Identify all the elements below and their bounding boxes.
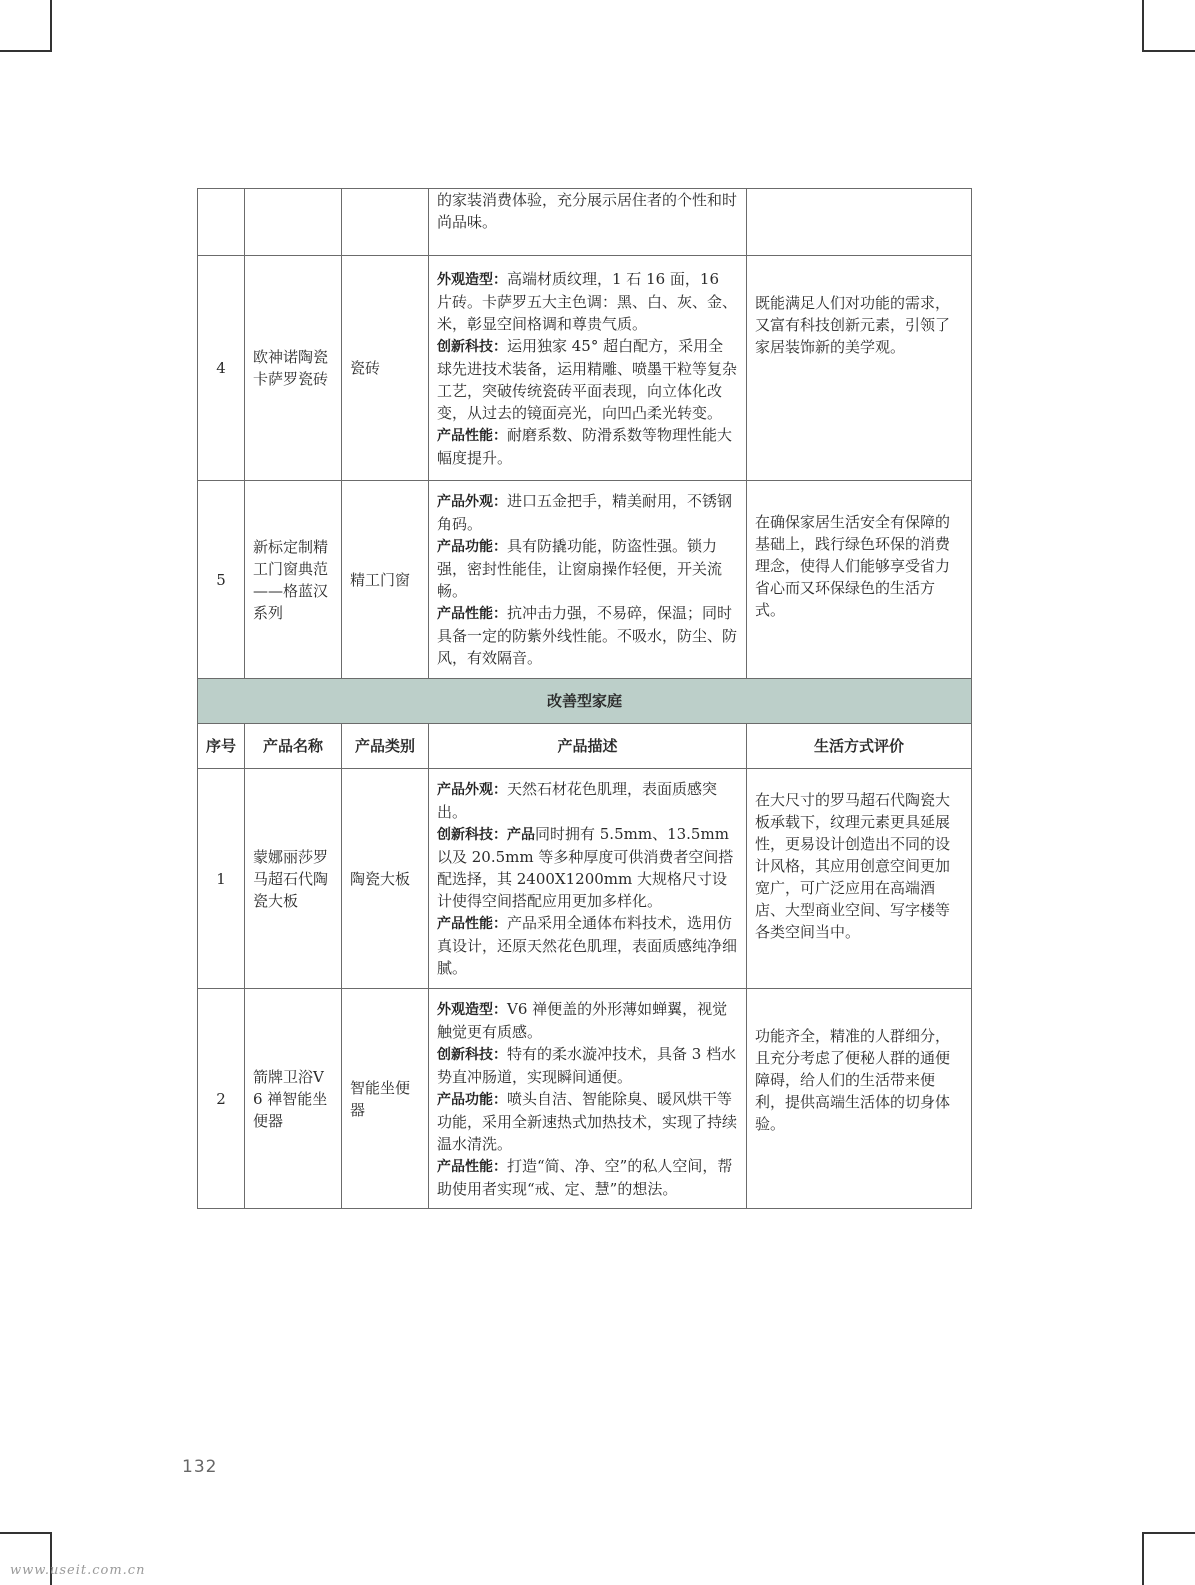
desc-text: 特有的柔水漩冲技术，具备 3 档水势直冲肠道，实现瞬间通便。 bbox=[437, 1044, 737, 1086]
evaluation-cell: 在确保家居生活安全有保障的基础上，践行绿色环保的消费理念，使得人们能够享受省力省心而又环保绿色的生活方式。 bbox=[747, 481, 972, 679]
desc-text: 进口五金把手，精美耐用，不锈钢角码。 bbox=[437, 492, 733, 533]
desc-label: 产品性能： bbox=[437, 427, 507, 444]
name-cell: 蒙娜丽莎罗马超石代陶瓷大板 bbox=[245, 769, 342, 989]
desc-label: 产品性能： bbox=[437, 1158, 507, 1175]
page-number: 132 bbox=[182, 1457, 218, 1477]
desc-text: 具有防撬功能，防盗性强。锁力强，密封性能佳，让窗扇操作轻便，开关流畅。 bbox=[437, 537, 723, 600]
desc-label: 产品外观： bbox=[437, 782, 507, 798]
category-cell: 陶瓷大板 bbox=[342, 769, 429, 989]
desc-label: 产品性能： bbox=[437, 606, 507, 622]
desc-label: 产品功能： bbox=[437, 1091, 507, 1108]
column-header-name: 产品名称 bbox=[245, 724, 342, 769]
index-cell: 1 bbox=[198, 769, 245, 989]
name-cell: 箭牌卫浴V6 禅智能坐便器 bbox=[245, 989, 342, 1209]
description-cell bbox=[429, 769, 747, 989]
description-cell bbox=[429, 989, 747, 1209]
desc-label: 创新科技： bbox=[437, 338, 507, 355]
column-header-evaluation: 生活方式评价 bbox=[747, 724, 972, 769]
product-table bbox=[197, 188, 972, 1209]
desc-label: 产品功能： bbox=[437, 539, 507, 555]
crop-mark bbox=[0, 50, 52, 52]
crop-mark bbox=[50, 0, 52, 52]
desc-label: 产品外观： bbox=[437, 494, 507, 510]
name-cell: 新标定制精工门窗典范——格蓝汉系列 bbox=[245, 481, 342, 679]
evaluation-cell: 在大尺寸的罗马超石代陶瓷大板承载下，纹理元素更具延展性，更易设计创造出不同的设计风格，其应用创意空间更加宽广，可广泛应用在高端酒店、大型商业空间、写字楼等各类空间当中。 bbox=[747, 769, 972, 989]
index-cell: 2 bbox=[198, 989, 245, 1209]
crop-mark bbox=[0, 1532, 52, 1534]
desc-text: 打造“简、净、空”的私人空间，帮助使用者实现“戒、定、慧”的想法。 bbox=[437, 1156, 733, 1198]
table-row bbox=[198, 481, 972, 679]
desc-label: 产品性能： bbox=[437, 916, 507, 932]
index-cell: 5 bbox=[198, 481, 245, 679]
watermark: www.useit.com.cn bbox=[10, 1563, 146, 1578]
table-row bbox=[198, 989, 972, 1209]
crop-mark bbox=[1142, 50, 1195, 52]
name-cell: 欧神诺陶瓷卡萨罗瓷砖 bbox=[245, 256, 342, 481]
category-cell: 智能坐便器 bbox=[342, 989, 429, 1209]
desc-label: 创新科技：产品 bbox=[437, 827, 535, 843]
desc-text: 运用独家 45° 超白配方，采用全球先进技术装备，运用精雕、喷墨干粒等复杂工艺，突破传统瓷砖平面表现，向立体化改变，从过去的镜面亮光，向凹凸柔光转变。 bbox=[437, 336, 738, 422]
desc-text: 喷头自洁、智能除臭、暖风烘干等功能，采用全新速热式加热技术，实现了持续温水清洗。 bbox=[437, 1089, 738, 1153]
crop-mark bbox=[1142, 1532, 1195, 1534]
category-cell: 瓷砖 bbox=[342, 256, 429, 481]
column-header-index: 序号 bbox=[198, 724, 245, 769]
desc-text: 抗冲击力强，不易碎，保温；同时具备一定的防紫外线性能。不吸水，防尘、防风，有效隔音。 bbox=[437, 604, 738, 667]
section-title: 改善型家庭 bbox=[198, 679, 972, 724]
table-row bbox=[198, 769, 972, 989]
description-cell: 的家装消费体验，充分展示居住者的个性和时尚品味。 bbox=[429, 189, 747, 256]
category-cell bbox=[342, 189, 429, 256]
desc-text: 同时拥有 5.5mm、13.5mm 以及 20.5mm 等多种厚度可供消费者空间搭配选择，其 2400X1200mm 大规格尺寸设计使得空间搭配应用更加多样化。 bbox=[437, 825, 734, 910]
desc-label: 创新科技： bbox=[437, 1046, 507, 1063]
section-row bbox=[198, 679, 972, 724]
evaluation-cell bbox=[747, 189, 972, 256]
column-header-category: 产品类别 bbox=[342, 724, 429, 769]
desc-text: 产品采用全通体布料技术，选用仿真设计，还原天然花色肌理，表面质感纯净细腻。 bbox=[437, 914, 738, 977]
category-cell: 精工门窗 bbox=[342, 481, 429, 679]
evaluation-cell: 既能满足人们对功能的需求，又富有科技创新元素，引领了家居装饰新的美学观。 bbox=[747, 256, 972, 481]
desc-text: 高端材质纹理，1 石 16 面，16 片砖。卡萨罗五大主色调：黑、白、灰、金、米，彰显空间格调和尊贵气质。 bbox=[437, 269, 738, 333]
name-cell bbox=[245, 189, 342, 256]
desc-text: V6 禅便盖的外形薄如蝉翼，视觉触觉更有质感。 bbox=[437, 999, 728, 1041]
description-cell bbox=[429, 256, 747, 481]
index-cell bbox=[198, 189, 245, 256]
index-cell: 4 bbox=[198, 256, 245, 481]
column-header-description: 产品描述 bbox=[429, 724, 747, 769]
desc-text: 天然石材花色肌理，表面质感突出。 bbox=[437, 780, 718, 821]
header-row bbox=[198, 724, 972, 769]
desc-text: 耐磨系数、防滑系数等物理性能大幅度提升。 bbox=[437, 425, 733, 467]
crop-mark bbox=[1142, 1532, 1144, 1585]
table-row bbox=[198, 256, 972, 481]
desc-label: 外观造型： bbox=[437, 1001, 507, 1018]
desc-label: 外观造型： bbox=[437, 271, 507, 288]
table-row-continued bbox=[198, 189, 972, 256]
evaluation-cell: 功能齐全，精准的人群细分，且充分考虑了便秘人群的通便障碍，给人们的生活带来便利，提供高端生活体的切身体验。 bbox=[747, 989, 972, 1209]
crop-mark bbox=[1142, 0, 1144, 52]
description-cell bbox=[429, 481, 747, 679]
